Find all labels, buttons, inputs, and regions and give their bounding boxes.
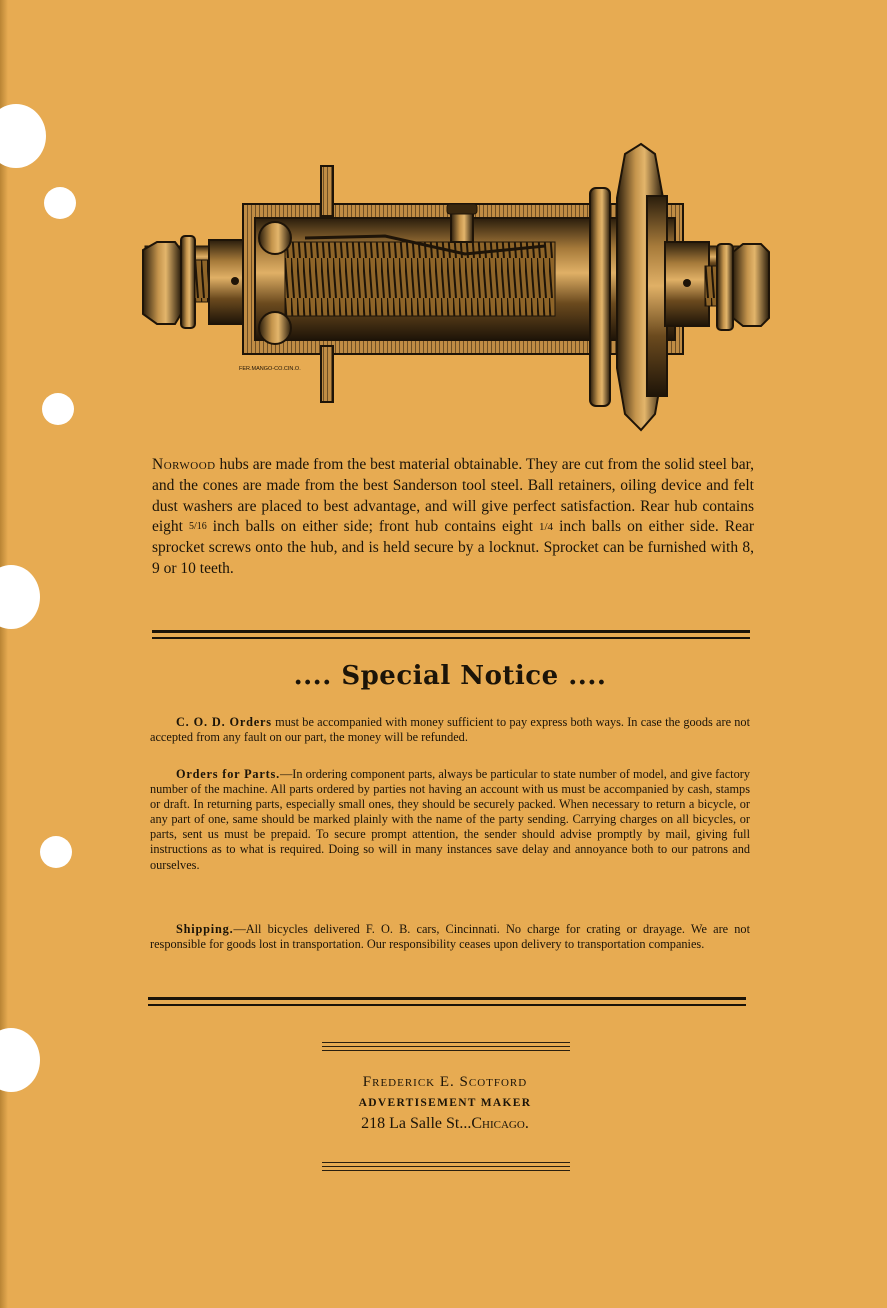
bicycle-hub-illustration — [135, 138, 775, 438]
binder-hole-small-1 — [44, 187, 76, 219]
special-notice-title: .... Special Notice .... — [293, 661, 607, 691]
binder-hole-large-bottom — [0, 1028, 40, 1092]
binder-hole-large-top — [0, 104, 46, 168]
description-text-1: hubs are made from the best material obtainable. They are cut from the solid steel bar, and the cones are made from the best Sanderson tool steel. Ball retainers, oiling device and felt dust washers are placed to best advantage, and will give perfect satisfaction. Rear hub contains eight — [152, 456, 754, 536]
binder-hole-large-middle — [0, 565, 40, 629]
divider-upper — [152, 630, 750, 633]
hub-description — [152, 455, 754, 580]
parts-orders-text: —In ordering component parts, always be particular to state number of model, and give factory number of the machine. All parts ordered by parties not having an account with us must be accompanied by cash, stamps or draft. In returning parts, especially small ones, they should be securely packed. When necessary to return a bicycle, or any part of one, same should be marked plainly with the name of the party sending. Carrying charges on all bicycles, or parts, sent us must be prepaid. To secure prompt attention, the sender should advise promptly by mail, giving full instructions as to what is required. Doing so will in many instances save delay and annoyance both to our patrons and ourselves. — [150, 767, 750, 872]
printer-imprint — [300, 1074, 590, 1133]
shipping-heading: Shipping. — [176, 922, 234, 936]
printer-address — [300, 1115, 590, 1133]
printer-role: ADVERTISEMENT MAKER — [358, 1097, 532, 1109]
printer-name: Frederick E. Scotford — [362, 1074, 528, 1090]
shipping-text: —All bicycles delivered F. O. B. cars, Cincinnati. No charge for crating or drayage. We are not responsible for goods lost in transportation. Our responsibility ceases upon delivery to transportation companies. — [150, 922, 750, 952]
ball-size-front: 1/4 — [539, 521, 554, 534]
hub-engraving — [135, 138, 775, 438]
ball-size-rear: 5/16 — [189, 521, 207, 533]
binder-hole-small-2 — [42, 393, 74, 425]
brand-name: Norwood — [152, 456, 216, 473]
cod-orders-paragraph — [150, 715, 750, 745]
cod-orders-heading: C. O. D. Orders — [176, 715, 272, 729]
engraver-caption: FER.MANGO-CO.CIN.O. — [239, 366, 301, 372]
description-text-2: inch balls on either side; front hub contains eight — [206, 518, 539, 536]
imprint-rule-bottom — [322, 1162, 570, 1174]
divider-lower — [148, 997, 746, 1000]
description-text-3: inch balls on either side. Rear sprocket screws onto the hub, and is held secure by a locknut. Sprocket can be furnished with 8, 9 or 10 teeth. — [152, 518, 754, 577]
printer-city: Chicago. — [471, 1115, 529, 1132]
imprint-rule-top — [322, 1042, 570, 1054]
cod-orders-text: must be accompanied with money sufficient to pay express both ways. In case the goods are not accepted from any fault on our part, the money will be refunded. — [150, 715, 750, 745]
parts-orders-paragraph — [150, 767, 750, 873]
shipping-paragraph — [150, 922, 750, 952]
binder-hole-small-3 — [40, 836, 72, 868]
printer-street: 218 La Salle St... — [361, 1115, 472, 1132]
parts-orders-heading: Orders for Parts. — [176, 767, 280, 781]
